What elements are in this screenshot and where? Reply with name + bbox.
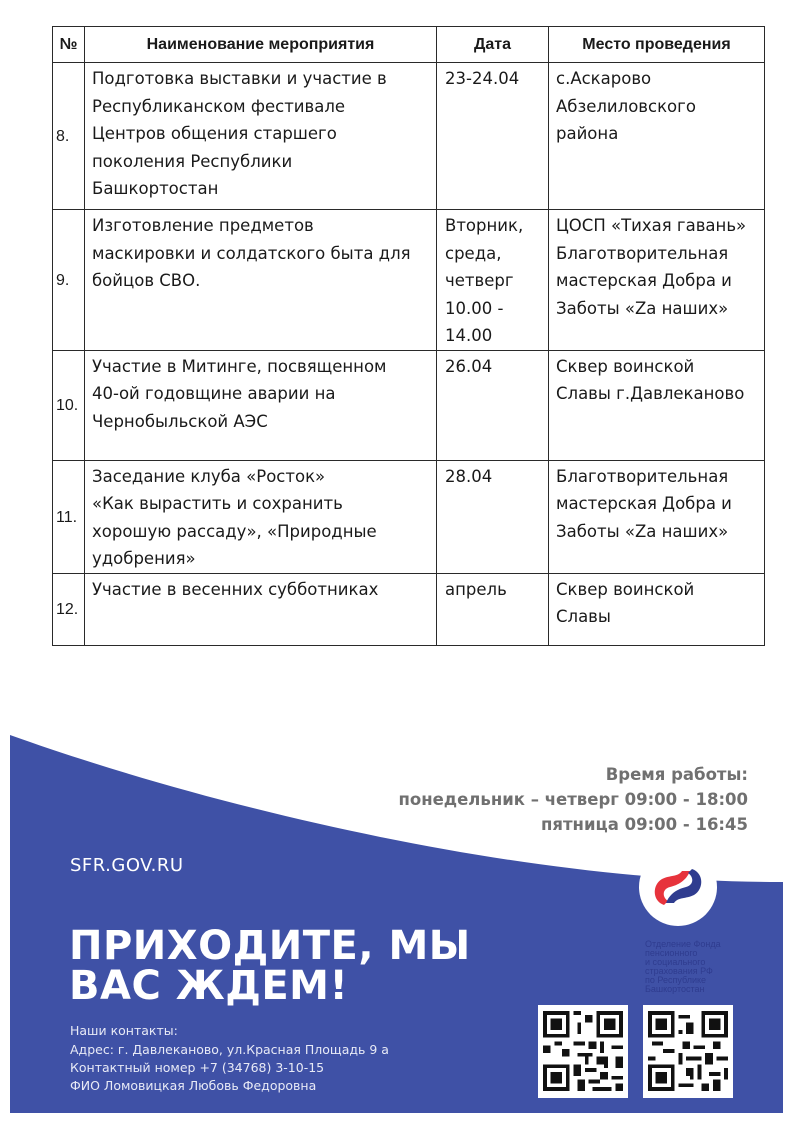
table-row [53, 63, 765, 210]
contact-person: ФИО Ломовицкая Любовь Федоровна [70, 1078, 317, 1093]
row-event-name: Заседание клуба «Росток» «Как вырастить и сохранить хорошую рассаду», «Природные удобрения» [85, 460, 437, 573]
row-place: Сквер воинской Славы г.Давлеканово [549, 350, 765, 460]
row-date: Вторник, среда, четверг 10.00 - 14.00 [437, 210, 549, 351]
headline-line2: ВАС ЖДЕМ! [69, 963, 349, 1009]
header-num: № [53, 27, 85, 63]
hours-mon-thu: понедельник – четверг 09:00 - 18:00 [398, 790, 748, 809]
org-line: страхования РФ [645, 966, 713, 976]
website-link[interactable]: SFR.GOV.RU [70, 855, 184, 876]
header-date: Дата [437, 27, 549, 63]
header-event-name: Наименование мероприятия [85, 27, 437, 63]
row-num: 9. [53, 210, 85, 351]
header-place: Место проведения [549, 27, 765, 63]
row-place: Благотворительная мастерская Добра и Заботы «Zа наших» [549, 460, 765, 573]
row-date: 26.04 [437, 350, 549, 460]
row-date: 28.04 [437, 460, 549, 573]
org-line: пенсионного [645, 948, 698, 958]
table-row [53, 573, 765, 645]
org-line: Башкортостан [645, 984, 705, 994]
events-table [52, 26, 765, 646]
row-place: Сквер воинской Славы [549, 573, 765, 645]
hours-title: Время работы: [605, 765, 748, 784]
qr-code-1[interactable] [538, 1005, 628, 1098]
row-place: ЦОСП «Тихая гавань» Благотворительная мастерская Добра и Заботы «Zа наших» [549, 210, 765, 351]
contact-banner [10, 735, 783, 1113]
row-event-name: Участие в Митинге, посвященном 40-ой годовщине аварии на Чернобыльской АЭС [85, 350, 437, 460]
sfr-logo-icon [638, 847, 718, 927]
row-date: 23-24.04 [437, 63, 549, 210]
qr-code-icon [543, 1011, 623, 1091]
org-line: по Республике [645, 975, 707, 985]
row-event-name: Изготовление предметов маскировки и солдатского быта для бойцов СВО. [85, 210, 437, 351]
org-line: Отделение Фонда [645, 939, 721, 949]
org-line: и социального [645, 957, 706, 967]
row-event-name: Участие в весенних субботниках [85, 573, 437, 645]
row-num: 8. [53, 63, 85, 210]
row-num: 11. [53, 460, 85, 573]
contact-address: Адрес: г. Давлеканово, ул.Красная Площадь 9 а [70, 1042, 389, 1057]
table-row [53, 350, 765, 460]
row-date: апрель [437, 573, 549, 645]
row-place: с.Аскарово Абзелиловского района [549, 63, 765, 210]
row-num: 10. [53, 350, 85, 460]
table-row [53, 460, 765, 573]
row-num: 12. [53, 573, 85, 645]
row-event-name: Подготовка выставки и участие в Республиканском фестивале Центров общения старшего поколения Республики Башкортостан [85, 63, 437, 210]
table-row [53, 210, 765, 351]
headline-line1: ПРИХОДИТЕ, МЫ [69, 923, 471, 969]
qr-code-2[interactable] [643, 1005, 733, 1098]
contact-phone: Контактный номер +7 (34768) 3-10-15 [70, 1060, 325, 1075]
table-header-row [53, 27, 765, 63]
hours-fri: пятница 09:00 - 16:45 [540, 815, 748, 834]
contacts-title: Наши контакты: [70, 1023, 178, 1038]
qr-code-icon [648, 1011, 728, 1091]
